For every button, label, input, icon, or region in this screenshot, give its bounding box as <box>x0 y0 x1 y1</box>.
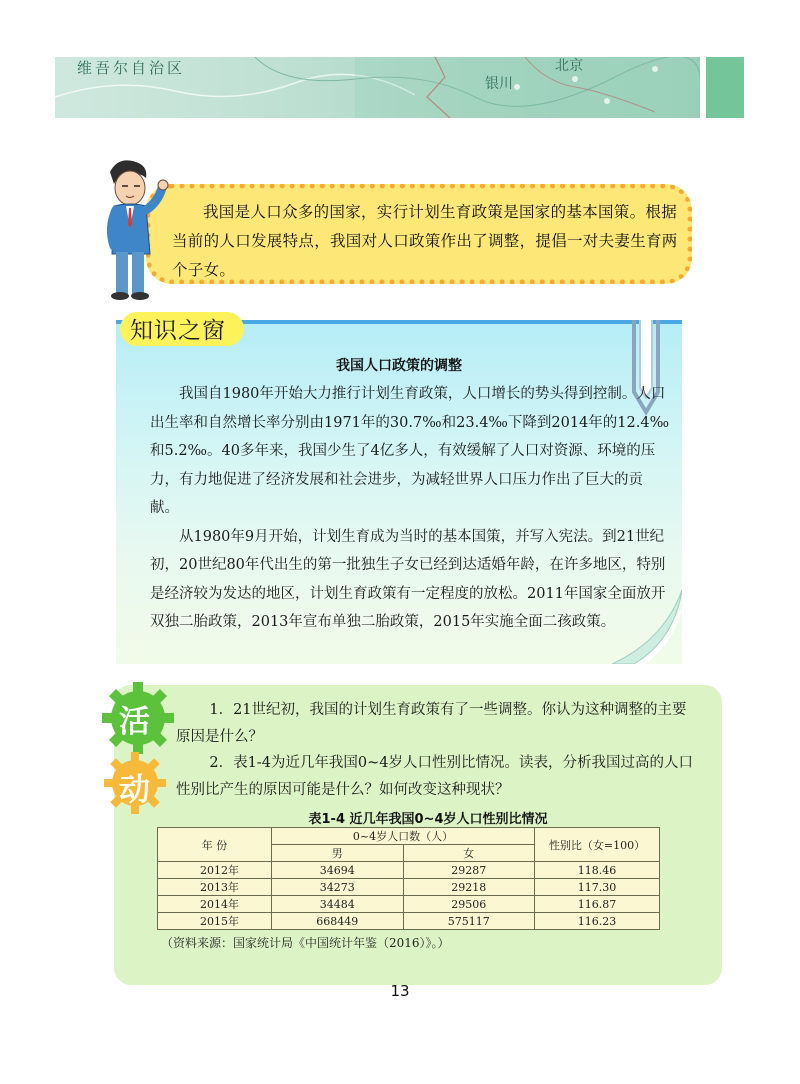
cell-ratio: 117.30 <box>535 879 660 896</box>
cell-year: 2014年 <box>158 896 272 913</box>
teacher-illustration <box>96 158 176 302</box>
activity-label-char: 动 <box>119 772 150 808</box>
page-number: 13 <box>390 982 410 1000</box>
cell-female: 29287 <box>403 862 535 879</box>
cell-male: 668449 <box>272 913 404 930</box>
chapter-side-tab <box>706 57 744 118</box>
knowledge-window-label: 知识之窗 <box>130 318 226 344</box>
cell-year: 2013年 <box>158 879 272 896</box>
activity-label-char: 活 <box>119 704 150 740</box>
table-row <box>158 913 660 930</box>
cell-year: 2012年 <box>158 862 272 879</box>
table-source-note: （资料来源：国家统计局《中国统计年鉴（2016）》。） <box>161 936 450 950</box>
cell-ratio: 116.87 <box>535 896 660 913</box>
cell-year: 2015年 <box>158 913 272 930</box>
header-sex-ratio: 性别比（女=100） <box>535 828 660 862</box>
cell-male: 34273 <box>272 879 404 896</box>
sex-ratio-table <box>157 827 660 930</box>
cell-ratio: 118.46 <box>535 862 660 879</box>
paragraph: 我国自1980年开始大力推行计划生育政策，人口增长的势头得到控制。人口出生率和自然增长率分别由1971年的30.7‰和23.4‰下降到2014年的12.4‰和5.2‰。40多年来，我国少生了4亿多人，有效缓解了人口对资源、环境的压力，有力地促进了经济发展和社会进步，为减轻世界人口压力作出了巨大的贡献。 <box>150 386 670 516</box>
map-label: 维吾尔自治区 <box>77 59 186 77</box>
table-row <box>158 896 660 913</box>
cell-male: 34694 <box>272 862 404 879</box>
knowledge-window-body <box>150 380 670 637</box>
header-year: 年 份 <box>158 828 272 862</box>
map-label: 北京 <box>555 58 583 74</box>
activity-body <box>176 697 700 803</box>
table-caption: 表1-4 近几年我国0~4岁人口性别比情况 <box>308 812 548 827</box>
paragraph: 从1980年9月开始，计划生育成为当时的基本国策，并写入宪法。到21世纪初，20世纪80年代出生的第一批独生子女已经到达适婚年龄，在许多地区，特别是经济较为发达的地区，计划生育政策有一定程度的放松。2011年国家全面放开双独二胎政策，2013年宣布单独二胎政策，2015年实施全面二孩政策。 <box>150 528 666 630</box>
cell-female: 29506 <box>403 896 535 913</box>
question-2: 2．表1-4为近几年我国0~4岁人口性别比情况。读表，分析我国过高的人口性别比产生的原因可能是什么？如何改变这种现状？ <box>176 755 694 798</box>
header-map-banner <box>55 57 700 118</box>
table-row <box>158 879 660 896</box>
cell-ratio: 116.23 <box>535 913 660 930</box>
header-population-group: 0~4岁人口数（人） <box>272 828 535 845</box>
map-label: 银川 <box>485 76 513 92</box>
cell-male: 34484 <box>272 896 404 913</box>
knowledge-window-title: 我国人口政策的调整 <box>336 358 462 374</box>
cell-female: 575117 <box>403 913 535 930</box>
cell-female: 29218 <box>403 879 535 896</box>
table-row <box>158 862 660 879</box>
header-female: 女 <box>403 845 535 862</box>
question-1: 1．21世纪初，我国的计划生育政策有了一些调整。你认为这种调整的主要原因是什么？ <box>176 702 687 745</box>
intro-text: 我国是人口众多的国家，实行计划生育政策是国家的基本国策。根据当前的人口发展特点，我国对人口政策作出了调整，提倡一对夫妻生育两个子女。 <box>172 203 678 279</box>
header-male: 男 <box>272 845 404 862</box>
